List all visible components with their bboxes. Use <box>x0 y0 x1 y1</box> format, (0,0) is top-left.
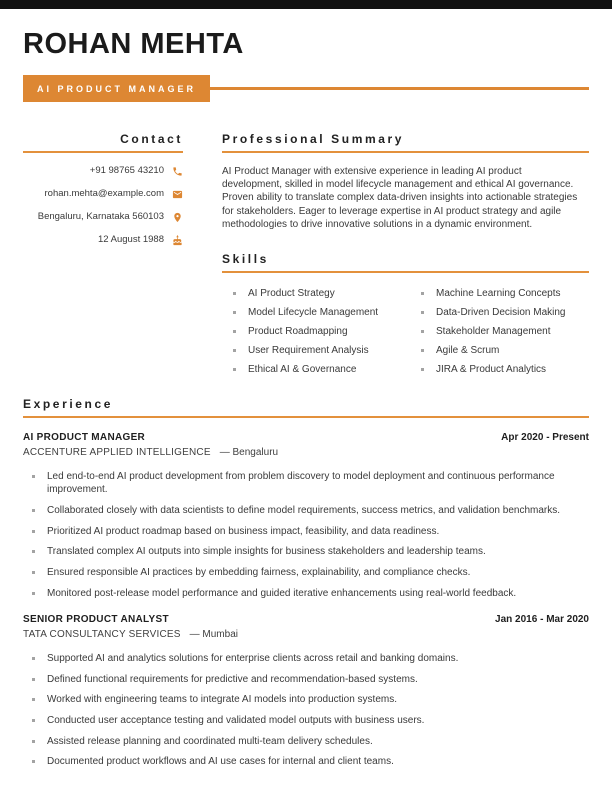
bullet-icon <box>421 330 424 333</box>
job-bullet <box>23 652 589 665</box>
summary-section <box>222 132 589 231</box>
skill-label: Data-Driven Decision Making <box>436 307 566 319</box>
skill-item <box>222 307 410 319</box>
accent-divider-line <box>210 87 589 90</box>
contact-heading: Contact <box>23 132 183 153</box>
job-bullet-text: Ensured responsible AI practices by embedding fairness, explainability, and compliance checks. <box>47 567 471 579</box>
job-bullet <box>23 470 589 496</box>
job-bullet <box>23 566 589 579</box>
skill-item <box>222 326 410 338</box>
contact-item-text: 12 August 1988 <box>97 234 164 245</box>
job-bullet-text: Collaborated closely with data scientists to define model requirements, success metrics, and validation benchmarks. <box>47 504 561 516</box>
job-bullet <box>23 693 589 706</box>
job-entry <box>23 613 589 769</box>
job-bullet-text: Assisted release planning and coordinated multi-team delivery schedules. <box>47 735 373 747</box>
bullet-icon <box>32 571 35 574</box>
job-header <box>23 431 589 444</box>
job-title-badge: AI PRODUCT MANAGER <box>23 75 210 102</box>
contact-item <box>23 165 183 177</box>
two-column-area <box>23 132 589 376</box>
skill-item <box>410 345 589 357</box>
bullet-icon <box>32 698 35 701</box>
main-column <box>222 132 589 376</box>
job-header <box>23 613 589 626</box>
bullet-icon <box>32 760 35 763</box>
job-title: SENIOR PRODUCT ANALYST <box>23 613 169 625</box>
skill-label: Ethical AI & Governance <box>248 364 357 376</box>
bullet-icon <box>32 509 35 512</box>
skill-item <box>222 364 410 376</box>
skill-label: Product Roadmapping <box>248 326 348 338</box>
bullet-icon <box>421 349 424 352</box>
job-bullets <box>23 652 589 769</box>
bullet-icon <box>421 368 424 371</box>
title-badge-row <box>23 75 589 102</box>
person-name: ROHAN MEHTA <box>23 28 244 60</box>
skill-item <box>222 345 410 357</box>
skills-section <box>222 252 589 376</box>
jobs-list <box>23 431 589 769</box>
bullet-icon <box>32 719 35 722</box>
company-line <box>23 628 589 641</box>
summary-text: AI Product Manager with extensive experience in leading AI product development, skilled in model lifecycle management and ethical AI governance. Proven ability to translate complex data-driven insights into actionable strategies for stakeholders. Eager to leverage expertise in AI product strategy and agile methodologies to drive innovative solutions in a dynamic environment. <box>222 166 578 230</box>
bullet-icon <box>233 349 236 352</box>
bullet-icon <box>421 292 424 295</box>
skill-item <box>410 307 589 319</box>
job-bullet <box>23 504 589 517</box>
bullet-icon <box>32 592 35 595</box>
job-bullet <box>23 755 589 768</box>
company-name: TATA CONSULTANCY SERVICES <box>23 628 181 640</box>
resume-body <box>0 28 612 769</box>
contact-item <box>23 211 183 223</box>
skill-item <box>410 288 589 300</box>
contact-item-text: Bengaluru, Karnataka 560103 <box>37 211 164 222</box>
job-bullet-text: Conducted user acceptance testing and validated model outputs with business users. <box>47 715 425 727</box>
company-location: — Bengaluru <box>219 447 279 459</box>
job-dates: Jan 2016 - Mar 2020 <box>495 613 589 625</box>
company-name: ACCENTURE APPLIED INTELLIGENCE <box>23 447 211 459</box>
contact-column <box>23 132 183 376</box>
birthday-cake-icon <box>172 235 183 246</box>
bullet-icon <box>32 678 35 681</box>
bullet-icon <box>32 475 35 478</box>
job-bullet <box>23 673 589 686</box>
skill-label: Stakeholder Management <box>436 326 551 338</box>
job-title: AI PRODUCT MANAGER <box>23 432 146 444</box>
skill-label: User Requirement Analysis <box>248 345 369 357</box>
job-bullet-text: Monitored post-release model performance and guided iterative enhancements using real-world feedback. <box>47 587 517 599</box>
job-bullet-text: Documented product workflows and AI use cases for internal and client teams. <box>47 756 394 768</box>
contact-list <box>23 165 183 246</box>
skill-label: JIRA & Product Analytics <box>436 364 547 376</box>
top-accent-bar <box>0 0 612 9</box>
job-bullet <box>23 735 589 748</box>
job-bullets <box>23 470 589 600</box>
skill-label: Model Lifecycle Management <box>248 307 379 319</box>
bullet-icon <box>233 368 236 371</box>
skill-label: AI Product Strategy <box>248 288 335 300</box>
company-location: — Mumbai <box>189 628 238 640</box>
bullet-icon <box>233 292 236 295</box>
bullet-icon <box>32 657 35 660</box>
job-bullet <box>23 587 589 600</box>
summary-heading: Professional Summary <box>222 132 589 153</box>
contact-item-text: +91 98765 43210 <box>89 165 164 176</box>
phone-icon <box>172 166 183 177</box>
job-dates: Apr 2020 - Present <box>501 432 589 444</box>
bullet-icon <box>233 330 236 333</box>
skill-label: Machine Learning Concepts <box>436 288 561 300</box>
job-bullet-text: Prioritized AI product roadmap based on business impact, feasibility, and data readiness. <box>47 525 440 537</box>
job-bullet-text: Led end-to-end AI product development from problem discovery to model deployment and continuous performance improvement. <box>47 471 555 496</box>
job-bullet-text: Supported AI and analytics solutions for enterprise clients across retail and banking domains. <box>47 652 459 664</box>
job-bullet <box>23 525 589 538</box>
bullet-icon <box>233 311 236 314</box>
contact-item <box>23 234 183 246</box>
bullet-icon <box>421 311 424 314</box>
skills-heading: Skills <box>222 252 589 273</box>
job-bullet <box>23 545 589 558</box>
skill-label: Agile & Scrum <box>436 345 500 357</box>
job-bullet <box>23 714 589 727</box>
bullet-icon <box>32 740 35 743</box>
skill-item <box>222 288 410 300</box>
skill-item <box>410 326 589 338</box>
contact-item <box>23 188 183 200</box>
bullet-icon <box>32 550 35 553</box>
experience-section <box>23 397 589 769</box>
skills-list <box>222 288 589 376</box>
job-entry <box>23 431 589 600</box>
experience-heading: Experience <box>23 397 589 418</box>
envelope-icon <box>172 189 183 200</box>
job-bullet-text: Translated complex AI outputs into simple insights for business stakeholders and leadership teams. <box>47 546 486 558</box>
location-pin-icon <box>172 212 183 223</box>
company-line <box>23 446 589 459</box>
job-bullet-text: Defined functional requirements for predictive and recommendation-based systems. <box>47 673 418 685</box>
skill-item <box>410 364 589 376</box>
job-bullet-text: Worked with engineering teams to integrate AI models into production systems. <box>47 694 397 706</box>
contact-item-text: rohan.mehta@example.com <box>44 188 164 199</box>
bullet-icon <box>32 530 35 533</box>
